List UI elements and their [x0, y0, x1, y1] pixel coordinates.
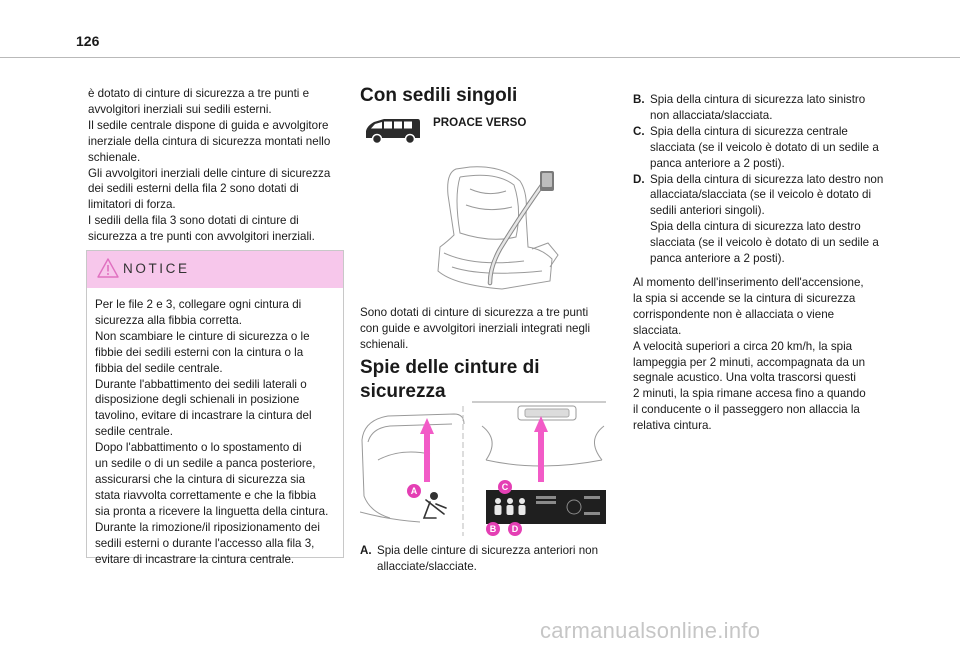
item-text: Spia della cintura di sicurezza lato destro non allacciata/slacciata (se il veicolo è dotato di sedili anteriori singoli). Spia della cintura di sicurezza lato destro slacciata (se il veicolo è dotato di un sedile a panca anteriore a 2 posti).	[650, 172, 884, 266]
top-divider	[0, 57, 960, 58]
marker-d: D	[508, 522, 522, 536]
van-icon	[362, 116, 424, 146]
notice-text: Per le file 2 e 3, collegare ogni cintura di sicurezza alla fibbia corretta. Non scambiare le cinture di sicurezza o le fibbie dei sedili esterni con la cintura o la fibbia del sedile centrale. Durante l'abbattimento dei sedili laterali o disposizione degli schienali in posizione tavolino, evitare di incastrare la cintura del sedile centrale. Dopo l'abbattimento o lo spostamento di un sedile o di un sedile a panca posteriore, assicurarsi che la cintura di sicurezza sia stata riavvolta correttamente e che la fibbia sia pronta a ricevere la linguetta della cintura. Durante la rimozione/il riposizionamento dei sedili esterni o durante l'accesso alla fila 3, evitare di incastrare la cintura centrale.	[95, 298, 329, 566]
marker-b: B	[486, 522, 500, 536]
notice-header	[87, 251, 343, 288]
heading-warning-lights: Spie delle cinture di sicurezza	[360, 357, 540, 402]
marker-c: C	[498, 480, 512, 494]
watermark: carmanualsonline.info	[540, 618, 761, 643]
item-letter: B.	[633, 93, 645, 106]
warning-lights-figure	[360, 400, 610, 540]
ignition-paragraph: Al momento dell'inserimento dell'accensione, la spia si accende se la cintura di sicurezza corrispondente non è allacciata o viene slacciata. A velocità superiori a circa 20 km/h, la spia lampeggia per 2 minuti, accompagnata da un segnale acustico. Una volta trascorsi questi 2 minuti, la spia rimane accesa fino a quando il conducente o il passeggero non allaccia la relativa cintura.	[633, 275, 866, 433]
notice-box	[86, 250, 344, 566]
item-text: Spia della cintura di sicurezza lato sinistro non allacciata/slacciata.	[650, 93, 866, 122]
item-letter: D.	[633, 172, 645, 186]
intro-paragraph: è dotato di cinture di sicurezza a tre punti e avvolgitori inerziali sui sedili esterni. Il sedile centrale dispone di guida e avvolgitore inerziale della cintura di sicurezza montati nello schienale. Gli avvolgitori inerziali delle cinture di sicurezza dei sedili esterni della fila 2 sono dotati di limitatori di forza. I sedili della fila 3 sono dotati di cinture di sicurezza a tre punti con avvolgitori inerziali.	[88, 87, 331, 244]
page-number: 126	[76, 33, 100, 49]
seat-belt-description: Sono dotati di cinture di sicurezza a tre punti con guide e avvolgitori inerziali integrati negli schienali.	[360, 306, 591, 351]
seat-belt-illustration	[430, 163, 570, 301]
model-label: PROACE VERSO	[433, 116, 527, 129]
left-column	[88, 86, 340, 245]
list-item-c	[633, 124, 895, 172]
warning-triangle-icon	[97, 257, 119, 279]
marker-a: A	[407, 484, 421, 498]
caption-a-text: Spia delle cinture di sicurezza anteriori non allacciate/slacciate.	[377, 544, 599, 573]
item-letter: C.	[633, 124, 645, 138]
list-item-d	[633, 172, 895, 267]
caption-a-letter: A.	[360, 544, 372, 557]
heading-single-seats: Con sedili singoli	[360, 85, 518, 106]
right-column	[633, 92, 895, 446]
notice-title: NOTICE	[123, 261, 190, 276]
caption-a	[360, 543, 610, 575]
item-text: Spia della cintura di sicurezza centrale slacciata (se il veicolo è dotato di un sedile a panca anteriore a 2 posti).	[650, 124, 879, 170]
list-item-b	[633, 92, 895, 124]
